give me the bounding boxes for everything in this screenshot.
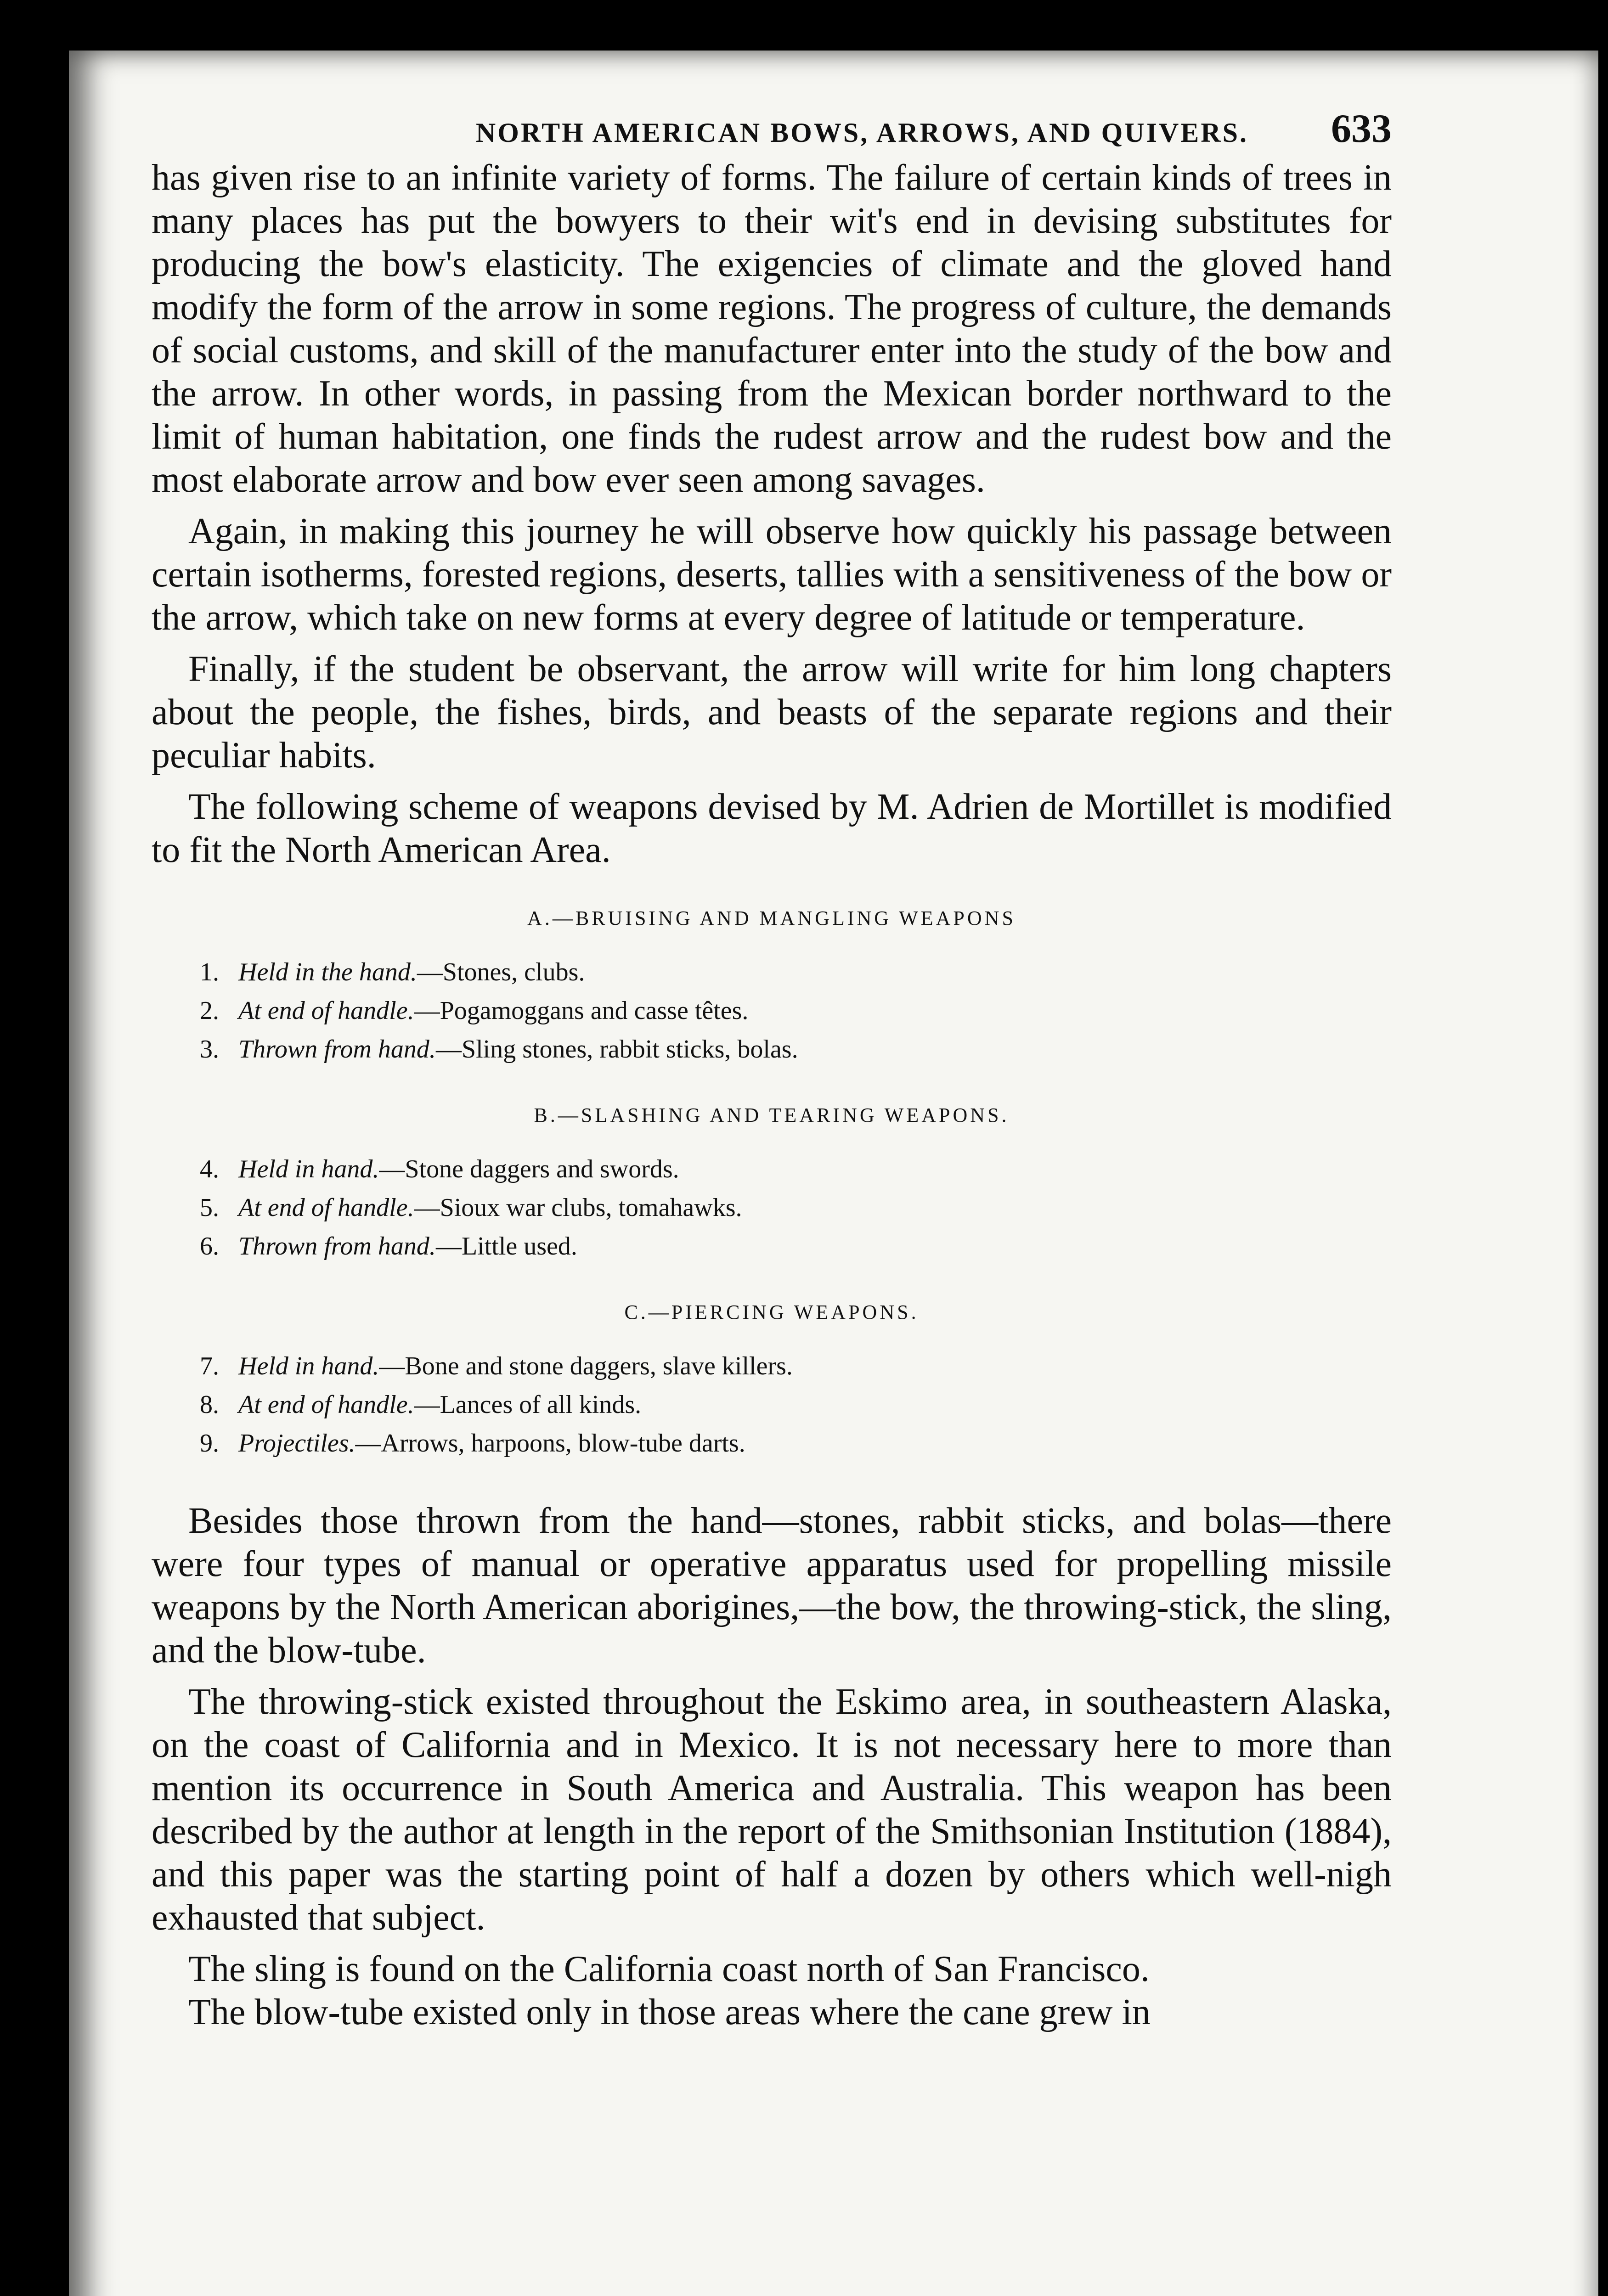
item-number: 9.: [200, 1429, 219, 1458]
item-description: —Sling stones, rabbit sticks, bolas.: [435, 1035, 798, 1064]
item-number: 1.: [200, 958, 219, 986]
item-number: 8.: [200, 1390, 219, 1419]
paragraph-apparatus: Besides those thrown from the hand—stones, rabbit sticks, and bolas—there were four types of manual or operative apparatus used for propelling missile weapons by the North American aborigines,—the bow, the throwing-stick, the sling, and the blow-tube.: [152, 1501, 1392, 1671]
item-description: —Stone daggers and swords.: [379, 1155, 679, 1183]
weapon-list: [152, 1150, 1392, 1266]
item-number: 2.: [200, 996, 219, 1025]
item-description: —Pogamoggans and casse têtes.: [414, 996, 749, 1025]
paragraph-forms: has given rise to an infinite variety of forms. The failure of certain kinds of trees in many places has put the bowyers to their wit's end in devising substitutes for producing the bow's elasticity. The exigencies of climate and the gloved hand modify the form of the arrow in some regions. The progress of culture, the demands of social customs, and skill of the manufacturer enter into the study of the bow and the arrow. In other words, in passing from the Mexican border northward to the limit of human habitation, one finds the rudest arrow and the rudest bow and the most elaborate arrow and bow ever seen among savages.: [152, 158, 1392, 500]
item-number: 3.: [200, 1035, 219, 1064]
weapon-section-c: [152, 1300, 1392, 1463]
item-term: At end of handle.: [238, 1390, 414, 1419]
item-number: 4.: [200, 1155, 219, 1183]
item-term: Thrown from hand.: [238, 1232, 436, 1261]
list-item: [152, 1385, 1392, 1424]
section-heading: B.—SLASHING AND TEARING WEAPONS.: [534, 1104, 1010, 1126]
list-item: [152, 1030, 1392, 1069]
item-term: At end of handle.: [238, 996, 414, 1025]
item-description: —Stones, clubs.: [417, 958, 585, 986]
weapon-list: [152, 953, 1392, 1069]
paragraph-scheme-intro: The following scheme of weapons devised by M. Adrien de Mortillet is modified to fit the North American Area.: [152, 787, 1392, 870]
item-description: —Little used.: [435, 1232, 577, 1261]
item-description: —Bone and stone daggers, slave killers.: [379, 1352, 793, 1380]
item-number: 5.: [200, 1193, 219, 1222]
item-description: —Sioux war clubs, tomahawks.: [414, 1193, 742, 1222]
item-term: Thrown from hand.: [238, 1035, 436, 1064]
weapon-list: [152, 1347, 1392, 1463]
list-item: [152, 1227, 1392, 1266]
list-item: [152, 1150, 1392, 1188]
paragraph-blow-tube: The blow-tube existed only in those areas where the cane grew in: [188, 1992, 1151, 2032]
list-item: [152, 991, 1392, 1030]
item-term: Projectiles.: [238, 1429, 355, 1458]
item-term: Held in the hand.: [238, 958, 417, 986]
item-number: 7.: [200, 1352, 219, 1380]
list-item: [152, 1347, 1392, 1385]
item-description: —Lances of all kinds.: [414, 1390, 642, 1419]
weapon-section-b: [152, 1103, 1392, 1266]
item-term: Held in hand.: [238, 1352, 379, 1380]
page-number: 633: [1331, 107, 1392, 151]
paragraph-student: Finally, if the student be observant, the arrow will write for him long chapters about the people, the fishes, birds, and beasts of the separate regions and their peculiar habits.: [152, 649, 1392, 776]
item-term: Held in hand.: [238, 1155, 379, 1183]
item-number: 6.: [200, 1232, 219, 1261]
section-heading: A.—BRUISING AND MANGLING WEAPONS: [527, 907, 1016, 929]
list-item: [152, 953, 1392, 991]
page-content: [152, 106, 1392, 2034]
running-title: NORTH AMERICAN BOWS, ARROWS, AND QUIVERS.: [475, 118, 1248, 148]
paragraph-journey: Again, in making this journey he will observe how quickly his passage between certain isotherms, forested regions, deserts, tallies with a sensitiveness of the bow or the arrow, which take on new forms at every degree of latitude or temperature.: [152, 511, 1392, 638]
item-description: —Arrows, harpoons, blow-tube darts.: [355, 1429, 745, 1458]
list-item: [152, 1188, 1392, 1227]
weapon-section-a: [152, 906, 1392, 1069]
running-header: [152, 106, 1392, 156]
section-heading: C.—PIERCING WEAPONS.: [624, 1301, 919, 1323]
paragraph-throwing-stick: The throwing-stick existed throughout the Eskimo area, in southeastern Alaska, on the coast of California and in Mexico. It is not necessary here to more than mention its occurrence in South America and Australia. This weapon has been described by the author at length in the report of the Smithsonian Institution (1884), and this paper was the starting point of half a dozen by others which well-nigh exhausted that subject.: [152, 1682, 1392, 1938]
paragraph-sling: The sling is found on the California coast north of San Francisco.: [188, 1949, 1150, 1989]
item-term: At end of handle.: [238, 1193, 414, 1222]
list-item: [152, 1424, 1392, 1463]
